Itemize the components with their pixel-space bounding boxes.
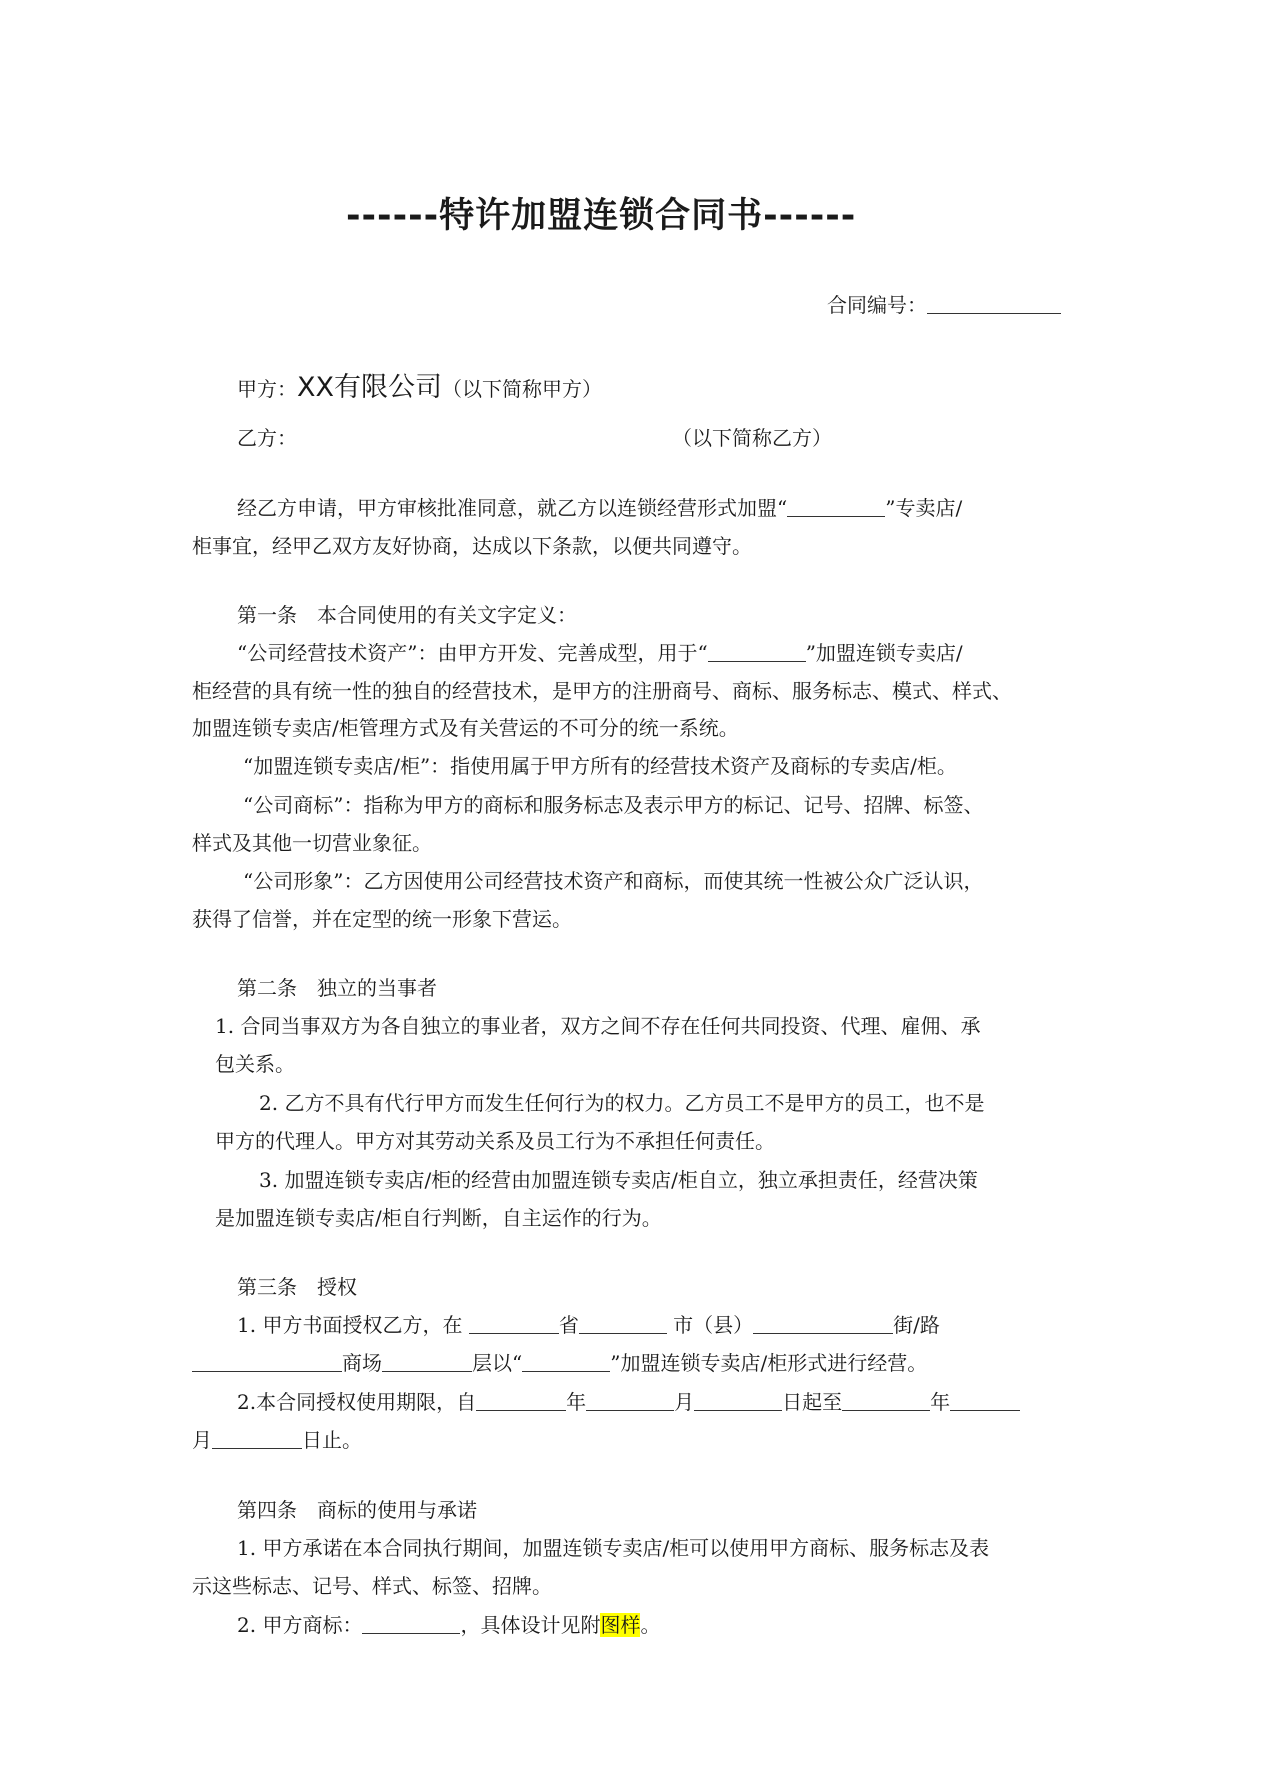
highlighted-sample-text: 图样 [600,1613,641,1637]
article-3-i2-text-c: 月 [674,1390,695,1414]
article-3-i1-text-b: 省 [558,1313,579,1337]
article-4-item1-line1: 1. 甲方承诺在本合同执行期间，加盟连锁专卖店/柜可以使用甲方商标、服务标志及表 [237,1536,990,1560]
article-1-p1-text-a: “公司经营技术资产”：由甲方开发、完善成型，用于“ [237,641,708,665]
article-3-i1-text-f: 层以“ [472,1351,523,1375]
article-4-item1-line2: 示这些标志、记号、样式、标签、招牌。 [192,1574,552,1598]
article-3-item1-line1 [237,1312,940,1338]
party-b-note: （以下简称乙方） [672,426,832,450]
article-2-item1-line1: 1. 合同当事双方为各自独立的事业者，双方之间不存在任何共同投资、代理、雇佣、承 [215,1014,981,1038]
intro-line-2: 柜事宜，经甲乙双方友好协商，达成以下条款，以便共同遵守。 [192,534,752,558]
party-a-line [237,370,602,407]
article-3-heading: 第三条 授权 [237,1275,357,1299]
article-3-i1-text-d: 街/路 [893,1313,940,1337]
article-3-i2-text-b: 年 [566,1390,587,1414]
article-1-p1-line2: 柜经营的具有统一性的独自的经营技术，是甲方的注册商号、商标、服务标志、模式、样式、 [192,679,1012,703]
article-4-i2-text-b: ，具体设计见附 [460,1613,601,1637]
party-a-name: XX有限公司 [297,372,442,403]
article-3-i1-text-g: ”加盟连锁专卖店/柜形式进行经营。 [610,1351,928,1375]
intro-text-a: 经乙方申请，甲方审核批准同意，就乙方以连锁经营形式加盟“ [237,496,788,520]
article-3-item2-line1 [237,1389,1020,1415]
article-3-i2-text-f: 月 [192,1428,212,1452]
article-2-item2-line2: 甲方的代理人。甲方对其劳动关系及员工行为不承担任何责任。 [215,1129,775,1153]
floor-blank[interactable] [382,1351,472,1372]
party-a-label: 甲方： [237,377,297,401]
article-4-i2-text-c: 。 [640,1613,661,1637]
brand-blank-3[interactable] [522,1351,610,1372]
article-3-item2-line2 [192,1427,362,1453]
article-3-i2-text-d: 日起至 [782,1390,843,1414]
article-4-item2 [237,1612,660,1638]
article-3-i1-text-a: 1. 甲方书面授权乙方，在 [237,1313,463,1337]
trademark-blank[interactable] [362,1613,460,1634]
article-2-item1-line2: 包关系。 [215,1052,295,1076]
start-month-blank[interactable] [586,1390,674,1411]
city-blank[interactable] [579,1313,667,1334]
intro-line-1 [237,495,962,521]
brand-blank-2[interactable] [708,641,806,662]
article-1-p4-line2: 获得了信誉，并在定型的统一形象下营运。 [192,907,572,931]
article-3-i2-text-e: 年 [930,1390,951,1414]
party-b-label: 乙方： [237,426,297,450]
brand-blank[interactable] [787,496,885,517]
article-3-i2-text-a: 2.本合同授权使用期限，自 [237,1390,477,1414]
document-title: ------特许加盟连锁合同书------ [346,196,857,236]
article-2-item3-line1: 3. 加盟连锁专卖店/柜的经营由加盟连锁专卖店/柜自立，独立承担责任，经营决策 [259,1168,978,1192]
intro-text-b: ”专卖店/ [885,496,963,520]
article-1-p3-line2: 样式及其他一切营业象征。 [192,831,432,855]
start-year-blank[interactable] [476,1390,566,1411]
province-blank[interactable] [469,1313,559,1334]
article-2-item2-line1: 2. 乙方不具有代行甲方而发生任何行为的权力。乙方员工不是甲方的员工，也不是 [259,1091,985,1115]
article-1-p1-line3: 加盟连锁专卖店/柜管理方式及有关营运的不可分的统一系统。 [192,716,739,740]
end-month-blank-a[interactable] [950,1390,1020,1411]
end-year-blank[interactable] [842,1390,930,1411]
article-1-p1-line1 [237,640,963,666]
contract-number-blank[interactable] [927,293,1061,314]
article-3-i1-text-c: 市（县） [673,1313,754,1337]
article-2-item3-line2: 是加盟连锁专卖店/柜自行判断，自主运作的行为。 [215,1206,662,1230]
article-1-p4-line1: “公司形象”：乙方因使用公司经营技术资产和商标，而使其统一性被公众广泛认识， [243,869,984,893]
article-4-i2-text-a: 2. 甲方商标： [237,1613,363,1637]
article-3-item1-line2 [192,1350,927,1376]
mall-blank[interactable] [192,1351,342,1372]
article-2-heading: 第二条 独立的当事者 [237,976,437,1000]
article-1-p2: “加盟连锁专卖店/柜”：指使用属于甲方所有的经营技术资产及商标的专卖店/柜。 [243,754,957,778]
article-3-i1-text-e: 商场 [342,1351,382,1375]
end-day-blank[interactable] [212,1428,302,1449]
start-day-blank[interactable] [694,1390,782,1411]
street-blank[interactable] [753,1313,893,1334]
contract-number-label: 合同编号： [827,293,927,317]
contract-number [827,292,1061,318]
article-1-p3-line1: “公司商标”：指称为甲方的商标和服务标志及表示甲方的标记、记号、招牌、标签、 [243,793,984,817]
article-3-i2-text-g: 日止。 [302,1428,362,1452]
article-4-heading: 第四条 商标的使用与承诺 [237,1498,477,1522]
article-1-p1-text-b: ”加盟连锁专卖店/ [805,641,963,665]
party-a-note: （以下简称甲方） [442,377,602,401]
article-1-heading: 第一条 本合同使用的有关文字定义： [237,603,577,627]
